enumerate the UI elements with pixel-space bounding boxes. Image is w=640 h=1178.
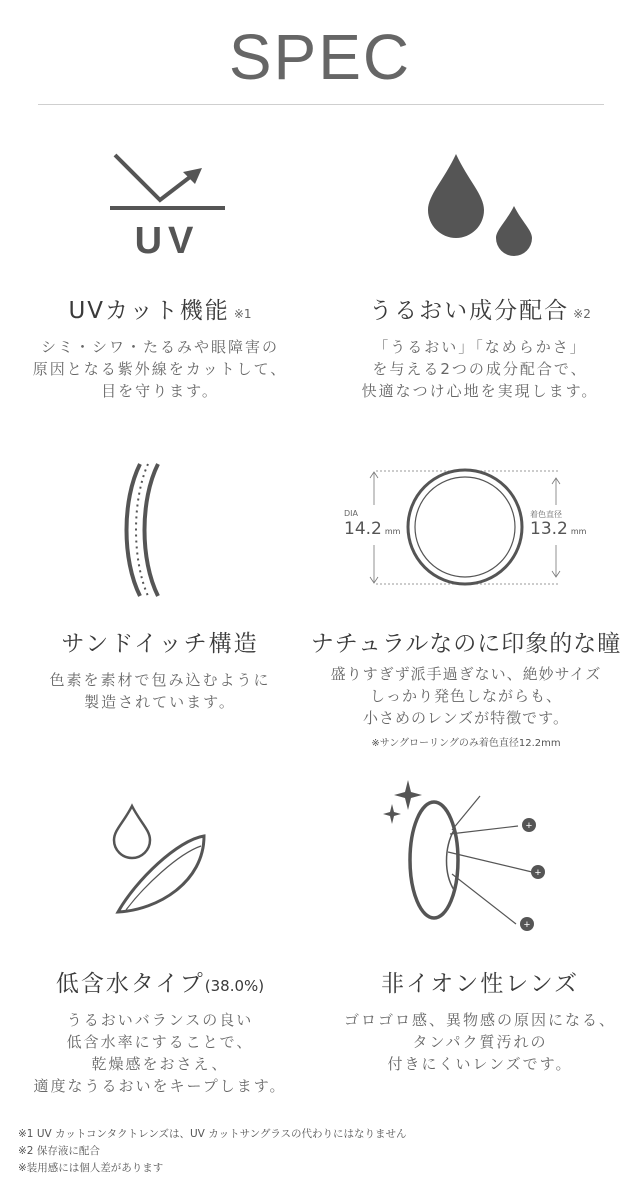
lens-diameter-icon (338, 465, 588, 590)
page-title: SPEC (228, 21, 412, 93)
svg-text:+: + (525, 820, 533, 832)
feature-desc-non-ionic: ゴロゴロ感、異物感の原因になる、 タンパク質汚れの 付きにくいレンズです。 (343, 1011, 616, 1073)
low-water-lens-icon (108, 800, 220, 920)
feature-desc-low-water: うるおいバランスの良い 低含水率にすることで、 乾燥感をおさえ、 適度なうるおいをキープします。 (33, 1011, 287, 1095)
dia-label: DIA (344, 509, 358, 518)
footnote-1: ※1 UV カットコンタクトレンズは、UV カットサングラスの代わりにはなりません (18, 1128, 407, 1140)
footnote-3: ※装用感には個人差があります (18, 1162, 164, 1174)
title-divider (38, 104, 604, 105)
feature-desc-uv-cut: シミ・シワ・たるみや眼障害の 原因となる紫外線をカットして、 目を守ります。 (32, 338, 288, 400)
footnotes (18, 1126, 407, 1177)
natural-subnote: ※サングローリングのみ着色直径12.2mm (371, 738, 561, 749)
color-dia-value: 13.2 mm (530, 519, 587, 539)
water-drops-icon (422, 150, 537, 260)
svg-text:UV: UV (134, 220, 200, 262)
svg-text:+: + (534, 867, 542, 879)
feature-heading-sandwich: サンドイッチ構造 (61, 631, 259, 657)
non-ionic-eye-icon (382, 778, 552, 938)
feature-heading-uv-cut: UVカット機能 ※1 (68, 298, 252, 324)
uv-cut-icon (105, 150, 230, 262)
feature-desc-moisture: 「うるおい」「なめらかさ」 を与える2つの成分配合で、 快適なつけ心地を実現します。 (361, 338, 599, 400)
sandwich-structure-icon (118, 460, 178, 600)
color-dia-label: 着色直径 (530, 510, 562, 519)
feature-desc-natural: 盛りすぎず派手過ぎない、絶妙サイズ しっかり発色しながらも、 小さめのレンズが特徴です。 ※サングローリングのみ着色直径12.2mm (306, 663, 626, 755)
feature-desc-sandwich: 色素を素材で包み込むように 製造されています。 (49, 671, 271, 711)
feature-heading-low-water: 低含水タイプ(38.0%) (55, 971, 265, 997)
feature-heading-natural: ナチュラルなのに印象的な瞳 (310, 631, 622, 657)
feature-heading-moisture: うるおい成分配合 ※2 (369, 298, 591, 324)
svg-text:+: + (523, 919, 531, 931)
footnote-2: ※2 保存液に配合 (18, 1145, 100, 1157)
dia-value: 14.2 mm (344, 519, 401, 539)
feature-heading-non-ionic: 非イオン性レンズ (380, 971, 580, 997)
